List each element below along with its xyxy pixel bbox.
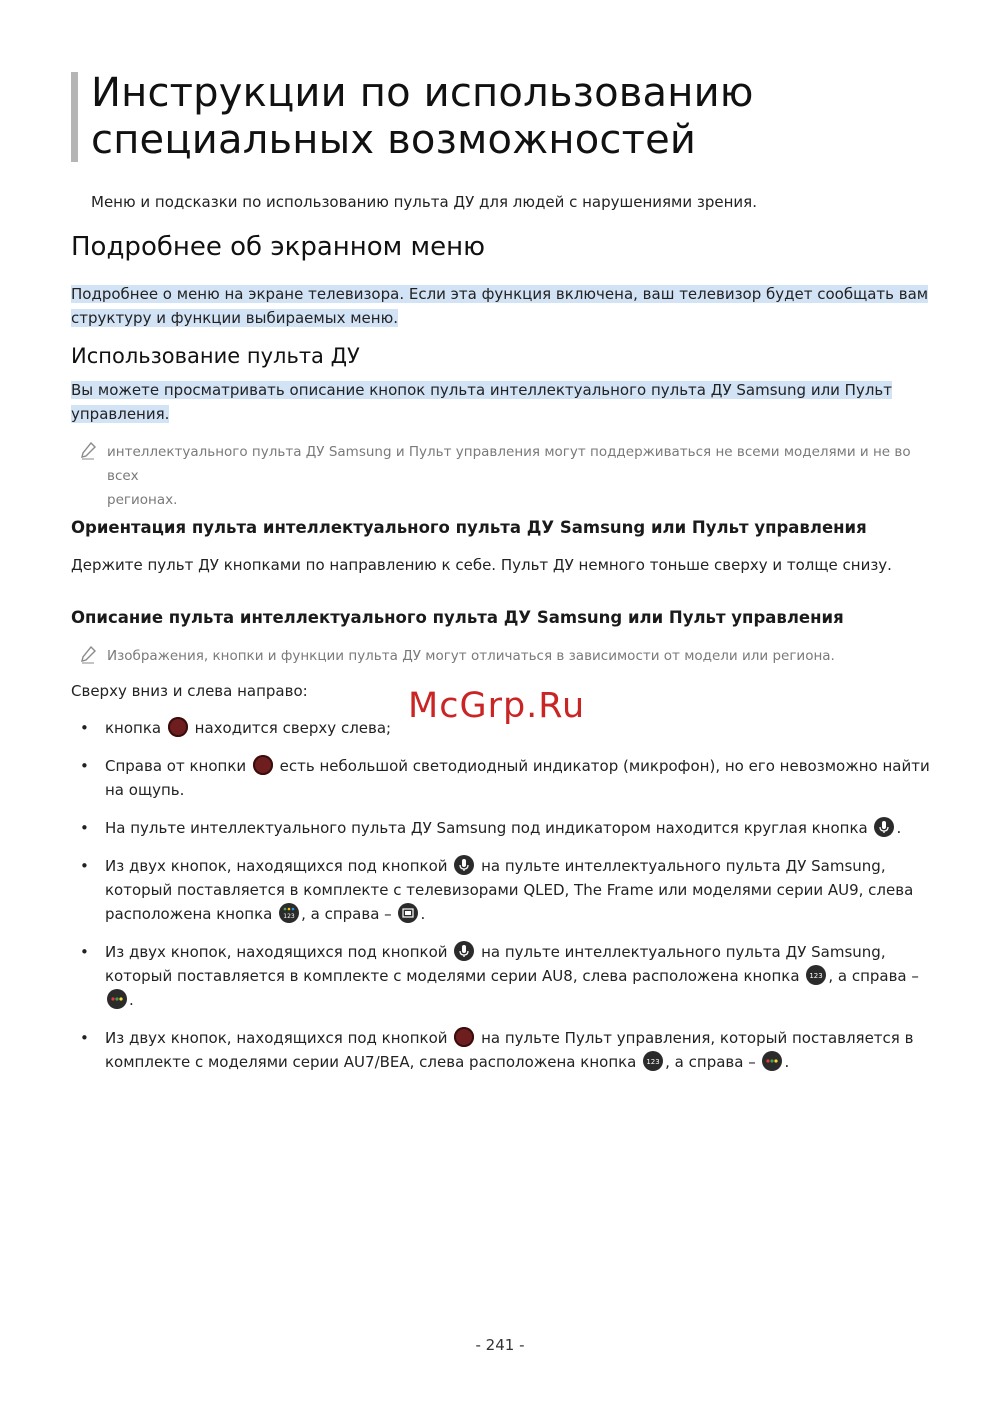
page-title-line1: Инструкции по использованию (91, 70, 754, 116)
svg-text:123: 123 (283, 913, 295, 920)
power-button-icon (454, 1027, 474, 1047)
color-buttons-icon (107, 989, 127, 1009)
title-accent-bar (71, 72, 78, 162)
number-123-icon (643, 1051, 663, 1071)
note-line: интеллектуального пульта ДУ Samsung и Пульт управления могут поддерживаться не всеми моделями и не во всех (107, 444, 911, 484)
number-123-icon (279, 903, 299, 923)
orientation-text: Держите пульт ДУ кнопками по направлению к себе. Пульт ДУ немного тоньше сверху и толще снизу. (71, 556, 892, 574)
pencil-note-icon (80, 646, 96, 664)
number-123-icon (806, 965, 826, 985)
note-line: регионах. (107, 492, 178, 508)
note-images (80, 644, 940, 668)
page-title (91, 70, 951, 164)
list-item: • Справа от кнопки есть небольшой светодиодный индикатор (микрофон), но его невозможно найти на ощупь. (80, 754, 930, 802)
watermark: McGrp.Ru (408, 686, 586, 726)
page-subtitle: Меню и подсказки по использованию пульта ДУ для людей с нарушениями зрения. (91, 193, 757, 211)
page-number: - 241 - (475, 1336, 525, 1354)
svg-text:123: 123 (809, 972, 824, 980)
list-item: • кнопка находится сверху слева; (80, 716, 930, 740)
list-item: • Из двух кнопок, находящихся под кнопкой на пульте интеллектуального пульта ДУ Samsung, который поставляется в комплекте с моделями серии AU8, слева расположена кнопка 123 , а справа – . (80, 940, 930, 1012)
highlighted-text: управления. (71, 405, 170, 423)
microphone-icon (874, 817, 894, 837)
note-text (107, 440, 940, 512)
page-title-line2: специальных возможностей (91, 117, 697, 163)
color-buttons-icon (762, 1051, 782, 1071)
power-button-icon (253, 755, 273, 775)
note-text: Изображения, кнопки и функции пульта ДУ могут отличаться в зависимости от модели или региона. (107, 648, 835, 664)
note-support (80, 440, 940, 512)
highlighted-text: Вы можете просматривать описание кнопок пульта интеллектуального пульта ДУ Samsung или Пульт (71, 381, 892, 399)
title-block (71, 70, 951, 164)
microphone-icon (454, 941, 474, 961)
remote-use-paragraph (71, 378, 941, 426)
description-intro: Сверху вниз и слева направо: (71, 682, 308, 700)
orientation-heading: Ориентация пульта интеллектуального пульта ДУ Samsung или Пульт управления (71, 518, 867, 537)
highlighted-text: структуру и функции выбираемых меню. (71, 309, 398, 327)
screen-menu-paragraph (71, 282, 941, 330)
microphone-icon (454, 855, 474, 875)
multiview-icon (398, 903, 418, 923)
list-item: • Из двух кнопок, находящихся под кнопкой на пульте Пульт управления, который поставляется в комплекте с моделями серии AU7/BEA, слева расположена кнопка 123 , а справа – . (80, 1026, 930, 1074)
description-heading: Описание пульта интеллектуального пульта ДУ Samsung или Пульт управления (71, 608, 844, 627)
list-item: • На пульте интеллектуального пульта ДУ Samsung под индикатором находится круглая кнопка . (80, 816, 930, 840)
svg-text:123: 123 (646, 1058, 660, 1066)
highlighted-text: Подробнее о меню на экране телевизора. Если эта функция включена, ваш телевизор будет сообщать вам (71, 285, 929, 303)
list-item: • Из двух кнопок, находящихся под кнопкой на пульте интеллектуального пульта ДУ Samsung, который поставляется в комплекте с телевизорами QLED, The Frame или моделями серии AU9, слева расположена кнопка 123 , а справа – . (80, 854, 930, 926)
remote-button-list (80, 716, 930, 1074)
pencil-note-icon (80, 442, 96, 460)
section-heading-remote-use: Использование пульта ДУ (71, 344, 360, 368)
power-button-icon (168, 717, 188, 737)
section-heading-screen-menu: Подробнее об экранном меню (71, 232, 486, 262)
